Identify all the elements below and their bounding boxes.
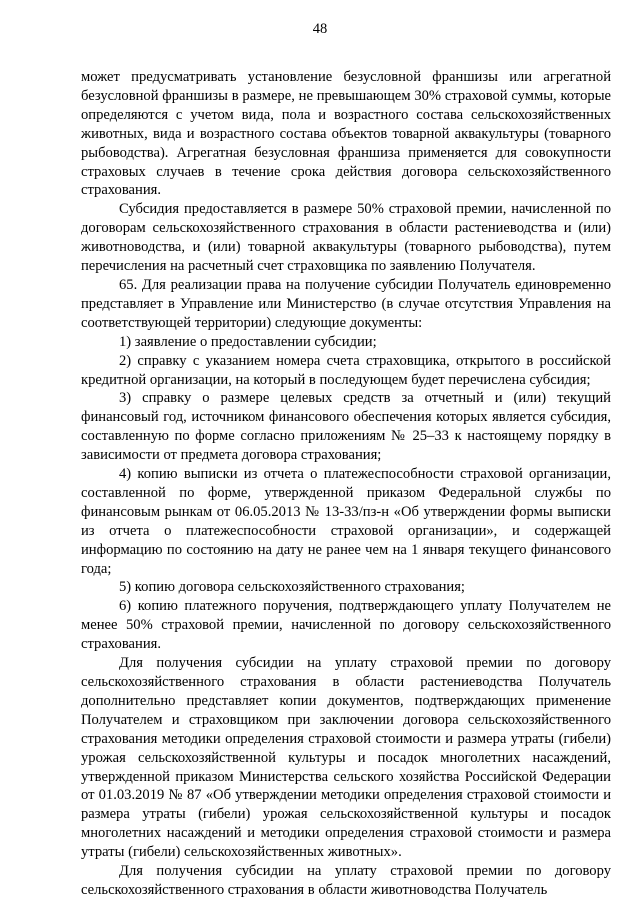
list-item-3: 3) справку о размере целевых средств за отчетный и (или) текущий финансовый год, источником финансового обеспечения которых является субсидия, составленную по форме согласно приложениям № 25–33 к настоящему порядку в зависимости от предмета договора страхования; [81, 390, 611, 464]
list-item-2: 2) справку с указанием номера счета страховщика, открытого в российской кредитной организации, на который в последующем будет перечислена субсидия; [81, 352, 611, 388]
document-body [81, 68, 611, 900]
list-item-4: 4) копию выписки из отчета о платежеспособности страховой организации, составленной по форме, утвержденной приказом Федеральной службы по финансовым рынкам от 06.05.2013 № 13-33/пз-н «Об утверждении формы выписки из отчета о платежеспособности страховой организации», и содержащей информацию по состоянию на дату не ранее чем на 1 января текущего финансового года; [81, 466, 611, 577]
list-item-5: 5) копию договора сельскохозяйственного страхования; [119, 579, 465, 596]
paragraph-franchise-continuation: может предусматривать установление безусловной франшизы или агрегатной безусловной франшизы в размере, не превышающем 30% страховой суммы, которые определяются с учетом вида, пола и возрастного состава сельскохозяйственных животных, вида и возрастного состава объектов товарной аквакультуры (товарного рыбоводства). Агрегатная безусловная франшиза применяется для совокупности страховых случаев в течение срока действия договора сельскохозяйственного страхования. [81, 69, 611, 199]
page-number: 48 [312, 21, 328, 37]
paragraph-subsidy-amount: Субсидия предоставляется в размере 50% страховой премии, начисленной по договорам сельскохозяйственного страхования в области растениеводства и (или) животноводства, и (или) товарной аквакультуры (товарного рыбоводства), путем перечисления на расчетный счет страховщика по заявлению Получателя. [81, 201, 611, 275]
paragraph-65-documents: 65. Для реализации права на получение субсидии Получатель единовременно представляет в Управление или Министерство (в случае отсутствия Управления на соответствующей территории) следующие документы: [81, 276, 611, 331]
list-item-6: 6) копию платежного поручения, подтверждающего уплату Получателем не менее 50% страховой премии, начисленной по договору сельскохозяйственного страхования. [81, 598, 611, 653]
paragraph-livestock-insurance: Для получения субсидии на уплату страховой премии по договору сельскохозяйственного страхования в области животноводства Получатель [81, 863, 611, 898]
paragraph-crop-insurance: Для получения субсидии на уплату страховой премии по договору сельскохозяйственного страхования в области растениеводства Получатель дополнительно представляет копии документов, подтверждающих применение Получателем и страховщиком при заключении договора сельскохозяйственного страхования методики определения страховой стоимости и размера утраты (гибели) урожая сельскохозяйственной культуры и посадок многолетних насаждений, утвержденной приказом Министерства сельского хозяйства Российской Федерации от 01.03.2019 № 87 «Об утверждении методики определения страховой стоимости и размера утраты (гибели) урожая сельскохозяйственной культуры и посадок многолетних насаждений и методики определения страховой стоимости и размера утраты (гибели) сельскохозяйственных животных». [81, 655, 611, 861]
list-item-1: 1) заявление о предоставлении субсидии; [119, 333, 377, 350]
